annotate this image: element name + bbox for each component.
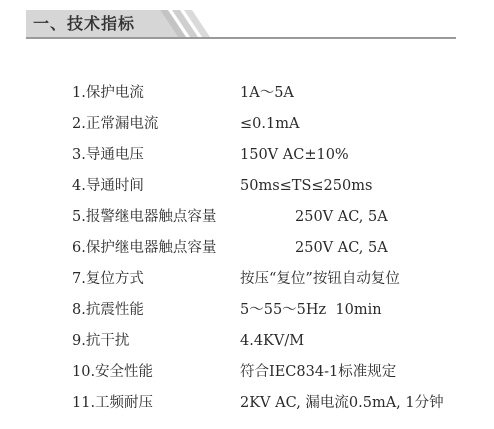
spec-row xyxy=(72,388,492,419)
spec-value: 5～55～5Hz 10min xyxy=(240,302,382,318)
spec-value: 250V AC, 5A xyxy=(295,209,388,225)
spec-value: 50ms≤TS≤250ms xyxy=(240,178,373,194)
header-divider xyxy=(26,37,456,39)
spec-label: 6.保护继电器触点容量 xyxy=(72,240,217,256)
spec-row xyxy=(72,295,492,326)
spec-label: 8.抗震性能 xyxy=(72,302,144,318)
spec-row xyxy=(72,171,492,202)
spec-row xyxy=(72,202,492,233)
spec-row xyxy=(72,233,492,264)
spec-label: 11.工频耐压 xyxy=(72,395,154,411)
spec-label: 2.正常漏电流 xyxy=(72,116,159,132)
spec-label: 1.保护电流 xyxy=(72,85,144,101)
spec-row xyxy=(72,264,492,295)
spec-row xyxy=(72,140,492,171)
spec-list xyxy=(72,78,492,419)
spec-value: 4.4KV/M xyxy=(240,333,305,349)
spec-value: 符合IEC834-1标准规定 xyxy=(240,364,397,380)
section-header xyxy=(0,0,494,48)
spec-label: 5.报警继电器触点容量 xyxy=(72,209,217,225)
spec-row xyxy=(72,109,492,140)
spec-row xyxy=(72,78,492,109)
spec-value: 1A～5A xyxy=(240,85,294,101)
spec-row xyxy=(72,357,492,388)
spec-value: 按压“复位”按钮自动复位 xyxy=(240,271,400,287)
spec-value: 150V AC±10% xyxy=(240,147,349,163)
spec-value: ≤0.1mA xyxy=(240,116,300,132)
spec-label: 7.复位方式 xyxy=(72,271,144,287)
spec-label: 10.安全性能 xyxy=(72,364,154,380)
spec-label: 9.抗干扰 xyxy=(72,333,130,349)
section-title: 一、技术指标 xyxy=(33,14,136,33)
spec-label: 4.导通时间 xyxy=(72,178,144,194)
spec-label: 3.导通电压 xyxy=(72,147,144,163)
spec-value: 250V AC, 5A xyxy=(295,240,388,256)
spec-value: 2KV AC, 漏电流0.5mA, 1分钟 xyxy=(240,395,444,411)
decorative-stripes-icon xyxy=(160,10,220,37)
spec-row xyxy=(72,326,492,357)
